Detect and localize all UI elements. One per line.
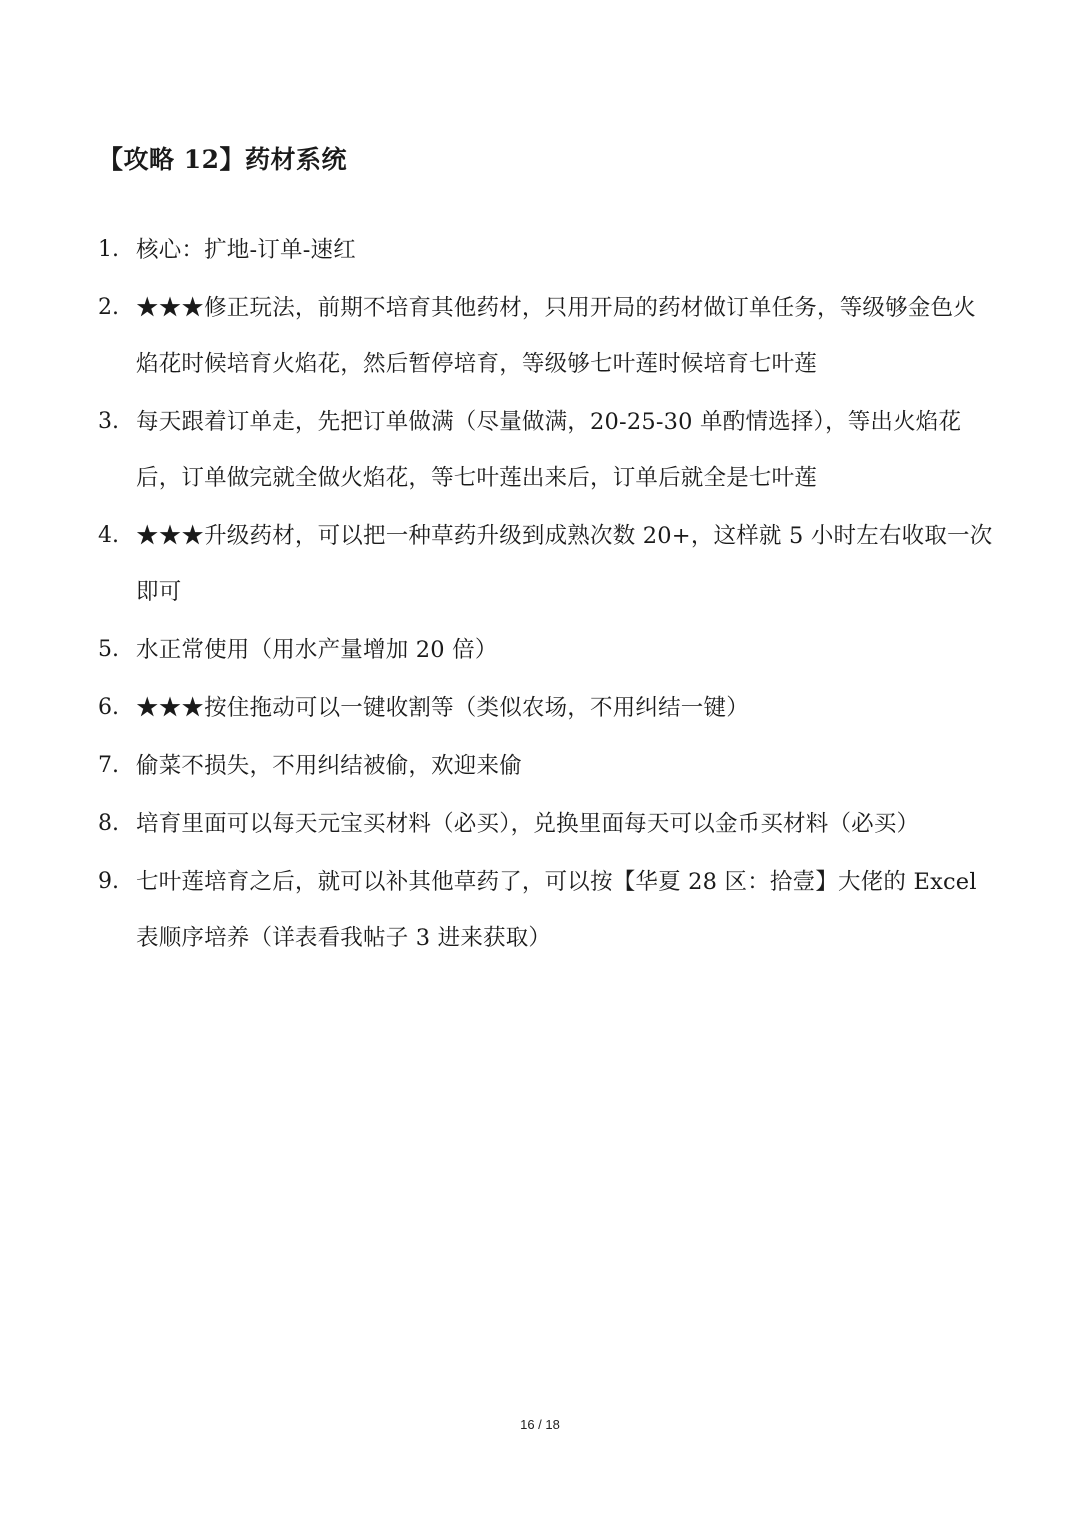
- list-item: [98, 796, 998, 852]
- list-item: [98, 854, 998, 966]
- list-item-text: ★★★按住拖动可以一键收割等（类似农场，不用纠结一键）: [136, 695, 749, 721]
- list-item: [98, 280, 998, 392]
- list-item-number: 9.: [98, 869, 119, 894]
- list-item: [98, 222, 998, 278]
- list-item-text: ★★★升级药材，可以把一种草药升级到成熟次数 20+，这样就 5 小时左右收取一次即可: [136, 523, 993, 605]
- list-item: [98, 680, 998, 736]
- list-item-text: 偷菜不损失，不用纠结被偷，欢迎来偷: [136, 753, 522, 779]
- document-title: 【攻略 12】药材系统: [98, 145, 347, 174]
- list-item-text: 水正常使用（用水产量增加 20 倍）: [136, 637, 498, 663]
- list-item: [98, 508, 998, 620]
- list-item-number: 1.: [98, 237, 119, 262]
- list-item-text: 每天跟着订单走，先把订单做满（尽量做满，20-25-30 单酌情选择），等出火焰花后，订单做完就全做火焰花，等七叶莲出来后，订单后就全是七叶莲: [136, 409, 962, 491]
- list-item-text: 七叶莲培育之后，就可以补其他草药了，可以按【华夏 28 区：拾壹】大佬的 Excel 表顺序培养（详表看我帖子 3 进来获取）: [136, 869, 977, 951]
- list-item-text: 培育里面可以每天元宝买材料（必买），兑换里面每天可以金币买材料（必买）: [136, 811, 920, 837]
- list-item-number: 7.: [98, 753, 119, 778]
- strategy-list: [98, 222, 998, 968]
- list-item: [98, 738, 998, 794]
- list-item-text: ★★★修正玩法，前期不培育其他药材，只用开局的药材做订单任务，等级够金色火焰花时候培育火焰花，然后暂停培育，等级够七叶莲时候培育七叶莲: [136, 295, 976, 377]
- list-item: [98, 622, 998, 678]
- list-item-number: 2.: [98, 295, 119, 320]
- list-item: [98, 394, 998, 506]
- list-item-text: 核心：扩地-订单-速红: [136, 237, 356, 263]
- list-item-number: 5.: [98, 637, 119, 662]
- page-indicator: 16 / 18: [520, 1417, 560, 1432]
- list-item-number: 3.: [98, 409, 119, 434]
- list-item-number: 6.: [98, 695, 119, 720]
- list-item-number: 8.: [98, 811, 119, 836]
- list-item-number: 4.: [98, 523, 119, 548]
